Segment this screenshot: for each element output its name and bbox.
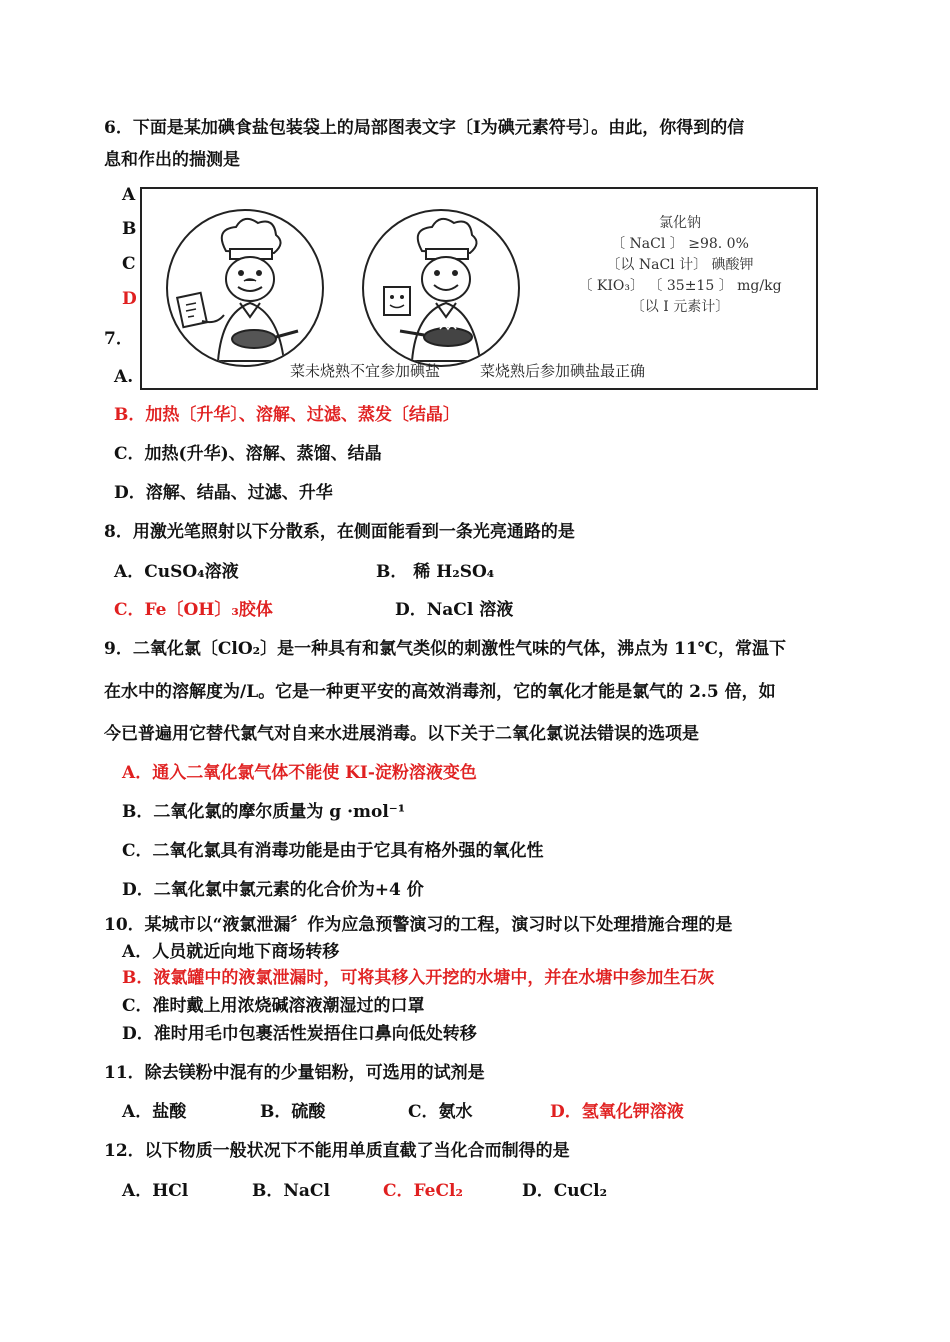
q10-stem: 10．某城市以“液氯泄漏〞作为应急预警演习的工程，演习时以下处理措施合理的是 — [104, 915, 733, 935]
q7-option-b-answer: B．加热〔升华〕、溶解、过滤、蒸发〔结晶〕 — [114, 405, 460, 425]
label-nacl-content: 〔 NaCl 〕 ≥98. 0% — [611, 236, 749, 252]
figure-caption-left: 菜未烧熟不宜参加碘盐 — [290, 362, 441, 380]
q8-option-a: A．CuSO₄溶液 — [114, 562, 239, 582]
q10-option-b-answer: B．液氯罐中的液氯泄漏时，可将其移入开挖的水塘中，并在水塘中参加生石灰 — [122, 968, 715, 988]
q9-option-d: D．二氧化氯中氯元素的化合价为+4 价 — [122, 880, 424, 900]
q8-option-b: B． 稀 H₂SO₄ — [376, 562, 495, 582]
q6-option-d-answer: D — [122, 289, 137, 309]
q6-stem-line-1: 6．下面是某加碘食盐包装袋上的局部图表文字〔I为碘元素符号〕。由此，你得到的信 — [104, 118, 745, 138]
q8-stem: 8．用激光笔照射以下分散系，在侧面能看到一条光亮通路的是 — [104, 522, 575, 542]
label-kio3-content: 〔 KIO₃〕 〔 35±15 〕 mg/kg — [578, 278, 782, 294]
q6-option-b: B — [122, 219, 137, 239]
q8-option-c-answer: C．Fe〔OH〕₃胶体 — [114, 600, 273, 620]
q12-stem: 12．以下物质一般状况下不能用单质直截了当化合而制得的是 — [104, 1141, 570, 1161]
label-iodine-basis: 〔以 I 元素计〕 — [630, 299, 730, 315]
q12-option-d: D．CuCl₂ — [522, 1181, 608, 1201]
q6-option-c: C — [122, 254, 136, 274]
q8-option-d: D．NaCl 溶液 — [395, 600, 514, 620]
q11-stem: 11．除去镁粉中混有的少量铝粉，可选用的试剂是 — [104, 1063, 485, 1083]
q7-option-c: C．加热(升华)、溶解、蒸馏、结晶 — [114, 444, 382, 464]
q7-option-d: D．溶解、结晶、过滤、升华 — [114, 483, 333, 503]
q6-option-a: A — [122, 185, 136, 205]
q9-option-b: B．二氧化氯的摩尔质量为 g ·mol⁻¹ — [122, 802, 406, 822]
q9-stem-line-1: 9．二氧化氯〔ClO₂〕是一种具有和氯气类似的刺激性气味的气体，沸点为 11℃，常温下 — [104, 639, 787, 659]
q10-option-d: D．准时用毛巾包裹活性炭捂住口鼻向低处转移 — [122, 1024, 477, 1044]
chef-cooking-pan-icon — [362, 209, 520, 367]
q11-option-a: A．盐酸 — [122, 1102, 187, 1122]
figure-caption-right: 菜烧熟后参加碘盐最正确 — [480, 362, 646, 380]
q7-option-a: A. — [114, 367, 134, 387]
q11-option-d-answer: D．氢氧化钾溶液 — [550, 1102, 684, 1122]
q12-option-b: B．NaCl — [252, 1181, 330, 1201]
q11-option-c: C．氨水 — [408, 1102, 473, 1122]
label-potassium-iodate: 〔以 NaCl 计〕 碘酸钾 — [606, 257, 754, 273]
iodized-salt-label-figure — [140, 187, 818, 390]
q9-option-c: C．二氧化氯具有消毒功能是由于它具有格外强的氧化性 — [122, 841, 544, 861]
chef-holding-salt-sign-icon — [166, 209, 324, 367]
q11-option-b: B．硫酸 — [260, 1102, 326, 1122]
q12-option-a: A．HCl — [122, 1181, 189, 1201]
label-sodium-chloride: 氯化钠 — [659, 215, 701, 231]
q12-option-c-answer: C．FeCl₂ — [383, 1181, 463, 1201]
q9-option-a-answer: A．通入二氧化氯气体不能使 KI-淀粉溶液变色 — [122, 763, 477, 783]
q10-option-a: A．人员就近向地下商场转移 — [122, 942, 340, 962]
q10-option-c: C．准时戴上用浓烧碱溶液潮湿过的口罩 — [122, 996, 425, 1016]
q7-number: 7． — [104, 329, 133, 349]
q6-stem-line-2: 息和作出的揣测是 — [104, 150, 240, 170]
q9-stem-line-3: 今已普遍用它替代氯气对自来水进展消毒。以下关于二氧化氯说法错误的选项是 — [104, 724, 699, 744]
q9-stem-line-2: 在水中的溶解度为/L。它是一种更平安的高效消毒剂，它的氧化才能是氯气的 2.5 倍，如 — [104, 682, 776, 702]
salt-label-info — [570, 213, 790, 318]
